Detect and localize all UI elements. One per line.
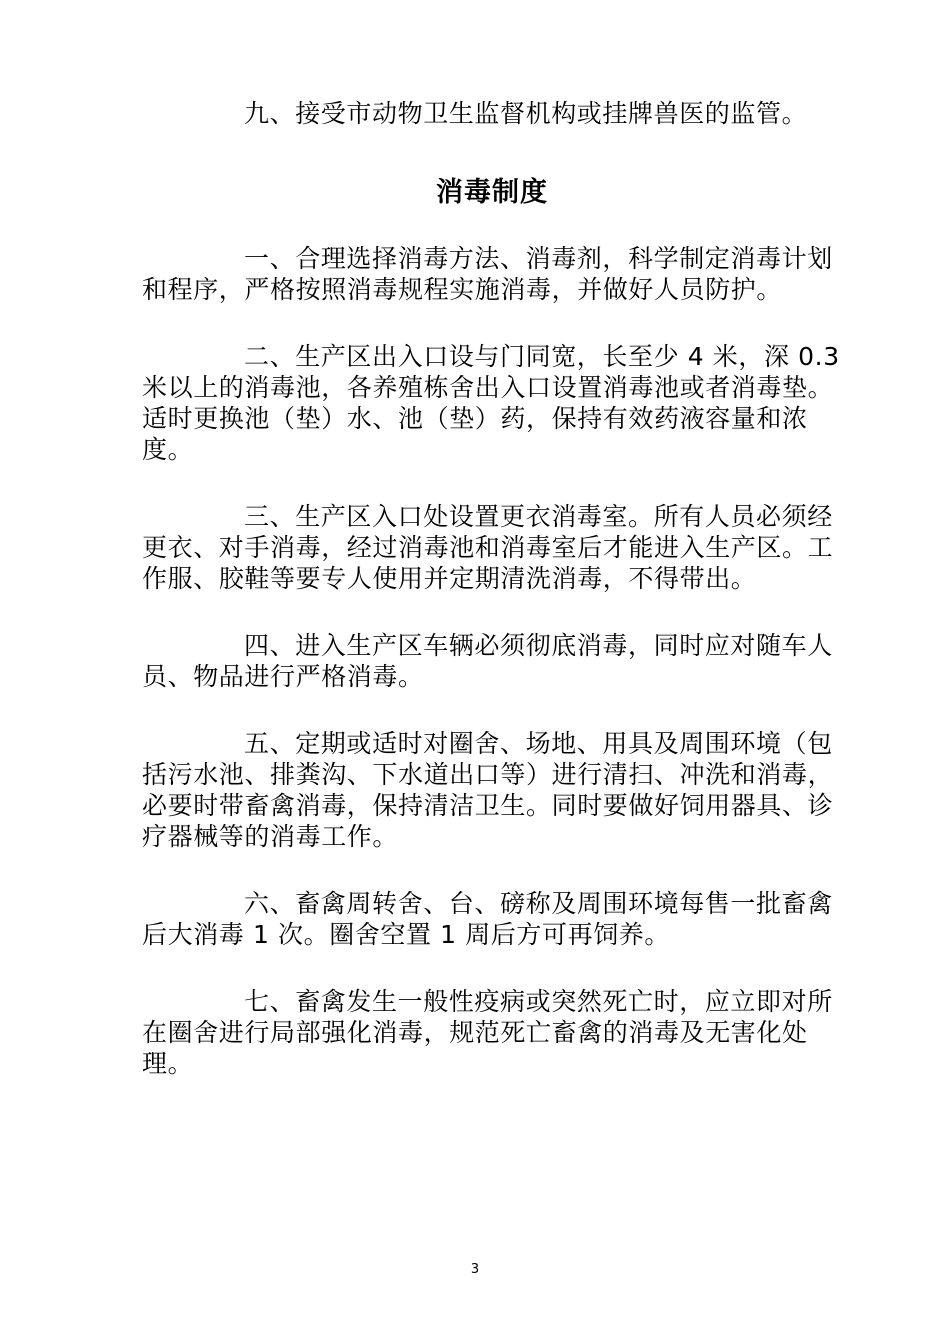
paragraph-1: 一、合理选择消毒方法、消毒剂，科学制定消毒计划和程序，严格按照消毒规程实施消毒，并做好人员防护。 xyxy=(142,244,833,304)
intro-paragraph: 九、接受市动物卫生监督机构或挂牌兽医的监管。 xyxy=(244,99,808,128)
page-number: 3 xyxy=(470,1262,480,1277)
paragraph-7: 七、畜禽发生一般性疫病或突然死亡时，应立即对所在圈舍进行局部强化消毒，规范死亡畜禽的消毒及无害化处理。 xyxy=(142,987,833,1078)
section-title: 消毒制度 xyxy=(436,177,548,208)
paragraph-6: 六、畜禽周转舍、台、磅称及周围环境每售一批畜禽后大消毒 1 次。圈舍空置 1 周后方可再饲养。 xyxy=(142,889,833,949)
paragraph-2: 二、生产区出入口设与门同宽，长至少 4 米，深 0.3 米以上的消毒池，各养殖栋舍出入口设置消毒池或者消毒垫。适时更换池（垫）水、池（垫）药，保持有效药液容量和浓度。 xyxy=(142,342,840,464)
paragraph-5: 五、定期或适时对圈舍、场地、用具及周围环境（包括污水池、排粪沟、下水道出口等）进行清扫、冲洗和消毒，必要时带畜禽消毒，保持清洁卫生。同时要做好饲用器具、诊疗器械等的消毒工作。 xyxy=(142,729,834,851)
document-page xyxy=(142,98,842,1079)
paragraph-4: 四、进入生产区车辆必须彻底消毒，同时应对随车人员、物品进行严格消毒。 xyxy=(142,631,833,691)
paragraph-3: 三、生产区入口处设置更衣消毒室。所有人员必须经更衣、对手消毒，经过消毒池和消毒室后才能进入生产区。工作服、胶鞋等要专人使用并定期清洗消毒，不得带出。 xyxy=(142,502,834,593)
